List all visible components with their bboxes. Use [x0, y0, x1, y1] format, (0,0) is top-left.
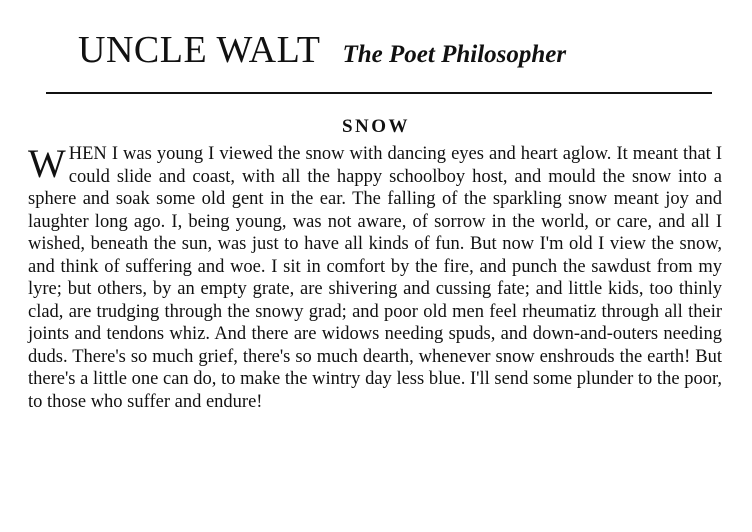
drop-cap: W — [28, 141, 66, 186]
masthead-title: UNCLE WALT — [78, 29, 321, 71]
masthead-subtitle: The Poet Philosopher — [342, 41, 567, 68]
article-text: HEN I was young I viewed the snow with dancing eyes and heart aglow. It meant that I could slide and coast, with all the happy schoolboy host, and mould the snow into a sphere and soak some old gent in the ear. The falling of the sparkling snow meant joy and laughter long ago. I, being young, was not aware, of sorrow in the world, or care, and all I wished, beneath the sun, was just to have all kinds of fun. But now I'm old I view the snow, and think of suffering and woe. I sit in comfort by the fire, and punch the sawdust from my lyre; but others, by an empty grate, are shivering and cussing fate; and little kids, too thinly clad, are trudging through the snowy grad; and poor old men feel rheumatiz through all their joints and tendons whiz. And there are widows needing spuds, and down-and-outers needing duds. There's so much grief, there's so much dearth, whenever snow enshrouds the earth! But there's a little one can do, to make the wintry day less blue. I'll send some plunder to the poor, to those who suffer and endure! — [28, 144, 722, 412]
article-title: SNOW — [341, 116, 411, 137]
article-body — [28, 143, 722, 413]
masthead — [78, 28, 738, 78]
header-rule — [46, 92, 712, 94]
